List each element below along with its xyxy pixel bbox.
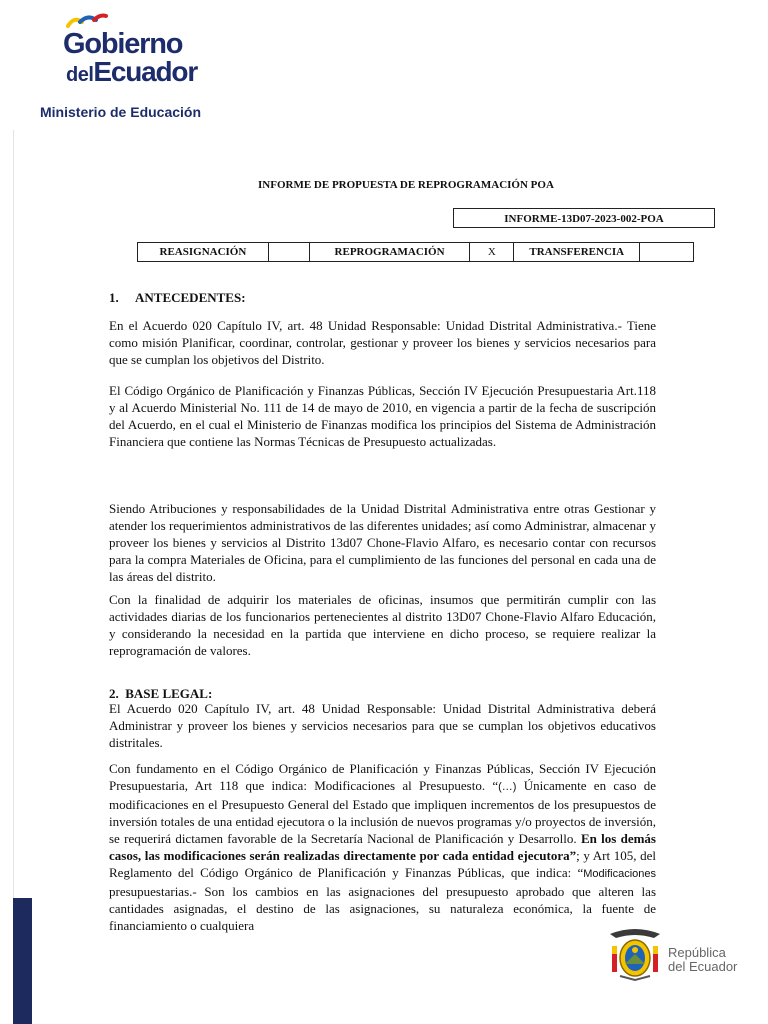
ministry-name: Ministerio de Educación	[40, 104, 202, 120]
type-transferencia-mark	[640, 243, 694, 262]
logo-text-del: del	[66, 64, 94, 86]
type-reprogramacion-label: REPROGRAMACIÓN	[309, 243, 470, 262]
republica-text	[668, 946, 737, 974]
republica-line1: República	[668, 945, 726, 960]
margin-line	[13, 130, 14, 1010]
paragraph-antecedentes-2: El Código Orgánico de Planificación y Finanzas Públicas, Sección IV Ejecución Presupuestaria Art.118 y al Acuerdo Ministerial No. 111 de 14 de mayo de 2010, en vigencia a partir de la fecha de suscripción del Acuerdo, en el cual el Ministerio de Finanzas modifica los principios del Sistema de Administración Financiera que contiene las Normas Técnicas de Presupuesto actualizadas.	[109, 383, 656, 449]
paragraph-base-legal-1: El Acuerdo 020 Capítulo IV, art. 48 Unidad Responsable: Unidad Distrital Administrativa deberá Administrar y proveer los bienes y servicios necesarios para que se cumplan los objetivos educativos distritales.	[109, 701, 656, 750]
type-transferencia-label: TRANSFERENCIA	[514, 243, 640, 262]
base-legal-2-part-c: ; y Art 105, del Reglamento del Código Orgánico de Planificación y Finanzas Públicas, que indica: “	[109, 848, 656, 880]
modification-type-table	[137, 242, 694, 262]
type-reprogramacion-mark: X	[470, 243, 514, 262]
document-code-box: INFORME-13D07-2023-002-POA	[453, 208, 715, 228]
republica-emblem	[606, 926, 756, 982]
base-legal-2-modificaciones: Modificaciones	[583, 868, 656, 880]
logo-text-ecuador-word: Ecuador	[93, 56, 198, 87]
sidebar-accent-bar	[13, 898, 32, 1024]
paragraph-base-legal-2	[109, 760, 656, 934]
document-title: INFORME DE PROPUESTA DE REPROGRAMACIÓN POA	[258, 179, 554, 191]
section-heading-base-legal: 2. BASE LEGAL:	[109, 686, 213, 701]
base-legal-2-part-a: Con fundamento en el Código Orgánico de Planificación y Finanzas Públicas, Sección IV Ejecución Presupuestaria, Art 118 que indica: Modificaciones al Presupuesto. “	[109, 761, 656, 793]
type-reasignacion-label: REASIGNACIÓN	[138, 243, 269, 262]
coat-of-arms-icon	[606, 926, 664, 982]
gobierno-logo	[56, 12, 226, 92]
base-legal-2-part-b: Únicamente en caso de modificaciones en el Presupuesto General del Estado que impliquen incrementos de los presupuestos de inversión totales de una entidad ejecutora o la inclusión de nuevos programas y/o proyectos de inversión, se requerirá dictamen favorable de la Secretaría Nacional de Planificación y Desarrollo.	[109, 778, 656, 846]
section-heading-antecedentes: 1. ANTECEDENTES:	[109, 290, 246, 305]
base-legal-2-bold: En los demás casos, las modificaciones serán realizadas directamente por cada entidad ejecutora”	[109, 831, 656, 863]
logo-text-ecuador	[66, 58, 197, 86]
base-legal-2-part-d: presupuestarias.- Son los cambios en las asignaciones del presupuesto aprobado que alteren las cantidades asignadas, el destino de las asignaciones, su naturaleza económica, la fuente de financiamiento o cualquiera	[109, 884, 656, 933]
logo-text-gobierno: Gobierno	[63, 28, 183, 60]
type-reasignacion-mark	[268, 243, 309, 262]
paragraph-antecedentes-4: Con la finalidad de adquirir los materiales de oficinas, insumos que permitirán cumplir con las actividades diarias de los funcionarios pertenecientes al distrito 13D07 Chone-Flavio Alfaro Educación, y considerando la necesidad en la partida que interviene en dicho proceso, se requiere realizar la reprogramación de valores.	[109, 592, 656, 658]
republica-line2: del Ecuador	[668, 959, 738, 974]
paragraph-antecedentes-1: En el Acuerdo 020 Capítulo IV, art. 48 Unidad Responsable: Unidad Distrital Administrativa.- Tiene como misión Planificar, coordinar, controlar, gestionar y proveer los bienes y servicios necesarios para que se cumplan los objetivos del Distrito.	[109, 318, 656, 367]
base-legal-2-ellipsis: (…)	[498, 781, 517, 793]
paragraph-antecedentes-3: Siendo Atribuciones y responsabilidades de la Unidad Distrital Administrativa entre otras Gestionar y atender los requerimientos administrativos de las diferentes unidades; así como Administrar, almacenar y proveer los bienes y servicios al Distrito 13d07 Chone-Flavio Alfaro, es necesario contar con recursos para la compra Materiales de Oficina, para el cumplimiento de las funciones del personal en cada una de las áreas del distrito.	[109, 501, 656, 584]
